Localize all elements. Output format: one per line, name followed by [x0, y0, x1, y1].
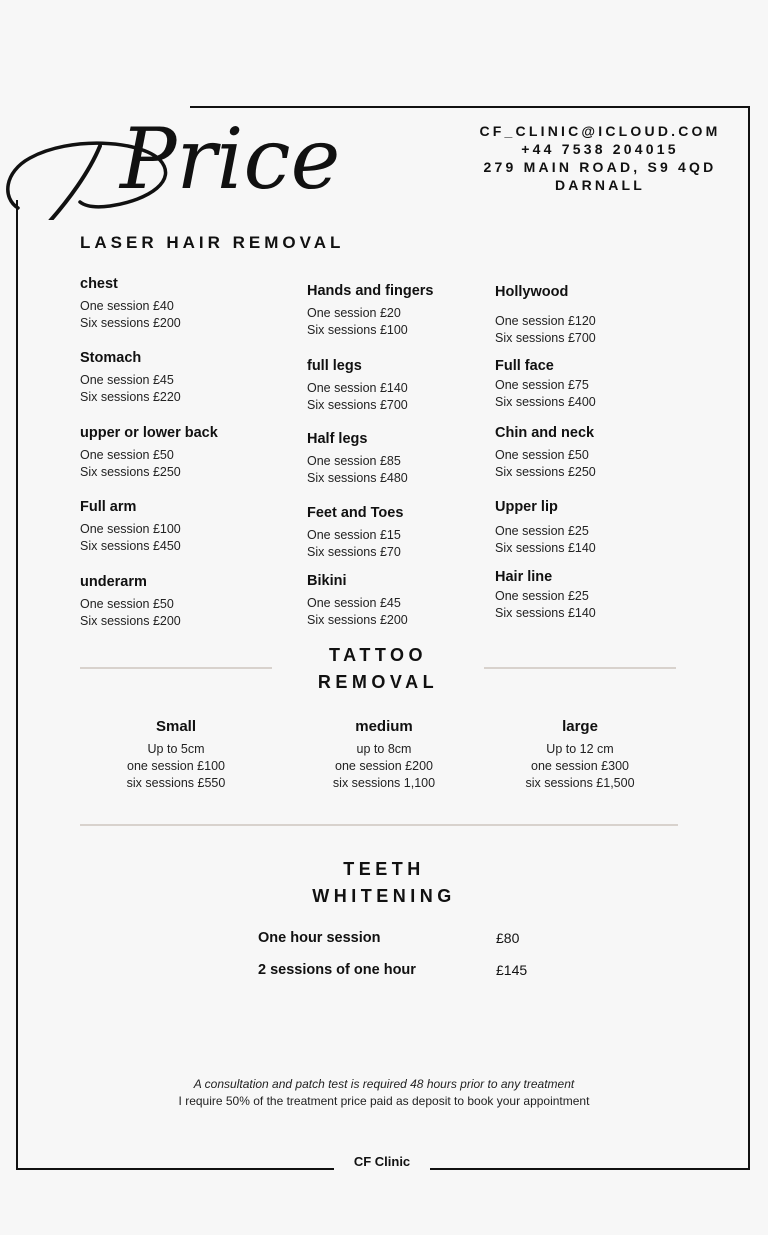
price-title [0, 60, 400, 220]
svg-text:Price: Price [120, 110, 341, 208]
price-item: Hollywood One session £120 Six sessions £700 [495, 284, 596, 345]
price-item: full legs One session £140 Six sessions £700 [307, 358, 408, 412]
contact-email[interactable]: CF_CLINIC@ICLOUD.COM [479, 123, 721, 139]
tattoo-section-title: TATTOO REMOVAL [317, 645, 439, 692]
frame-border-bottom-right [430, 1168, 750, 1170]
price-item: Full face One session £75 Six sessions £400 [495, 358, 596, 409]
footer-brand: CF Clinic [353, 1154, 411, 1169]
frame-border-right [748, 106, 750, 1170]
tattoo-item-large: large Up to 12 cm one session £300 six sessions £1,500 [525, 718, 635, 790]
price-item: Hair line One session £25 Six sessions £140 [495, 569, 596, 620]
frame-border-bottom-left [16, 1168, 334, 1170]
teeth-row-name: 2 sessions of one hour [258, 962, 416, 978]
tattoo-item-small: Small Up to 5cm one session £100 six sessions £550 [126, 718, 226, 790]
price-item: underarm One session £50 Six sessions £200 [80, 574, 181, 628]
tattoo-item-medium: medium up to 8cm one session £200 six sessions 1,100 [332, 718, 436, 790]
price-item: Half legs One session £85 Six sessions £480 [307, 431, 408, 485]
notes [0, 1076, 768, 1110]
frame-border-left [16, 200, 18, 1170]
divider-right [484, 667, 676, 669]
divider-full [80, 824, 678, 826]
teeth-row-price: £80 [496, 930, 520, 946]
teeth-row-price: £145 [496, 962, 528, 978]
price-item: Feet and Toes One session £15 Six sessions £70 [307, 505, 404, 559]
note-deposit: I require 50% of the treatment price paid as deposit to book your appointment [178, 1094, 590, 1108]
note-consultation: A consultation and patch test is required 48 hours prior to any treatment [193, 1077, 575, 1091]
price-item: Hands and fingers One session £20 Six sessions £100 [307, 283, 434, 337]
contact-block [440, 122, 760, 194]
price-item: Bikini One session £45 Six sessions £200 [307, 573, 408, 627]
teeth-row-name: One hour session [258, 930, 381, 946]
price-item: Chin and neck One session £50 Six sessions £250 [495, 425, 596, 479]
price-item: Full arm One session £100 Six sessions £450 [80, 499, 181, 553]
price-item: chest One session £40 Six sessions £200 [80, 276, 181, 330]
contact-address: 279 MAIN ROAD, S9 4QD [483, 159, 717, 175]
price-item: upper or lower back One session £50 Six sessions £250 [80, 425, 218, 479]
contact-phone[interactable]: +44 7538 204015 [521, 141, 679, 157]
teeth-section-title: TEETH WHITENING [312, 859, 456, 906]
price-item: Stomach One session £45 Six sessions £220 [80, 350, 181, 404]
contact-area: DARNALL [554, 177, 646, 193]
price-item: Upper lip One session £25 Six sessions £140 [495, 499, 596, 555]
laser-section-title: LASER HAIR REMOVAL [80, 233, 345, 252]
divider-left [80, 667, 272, 669]
